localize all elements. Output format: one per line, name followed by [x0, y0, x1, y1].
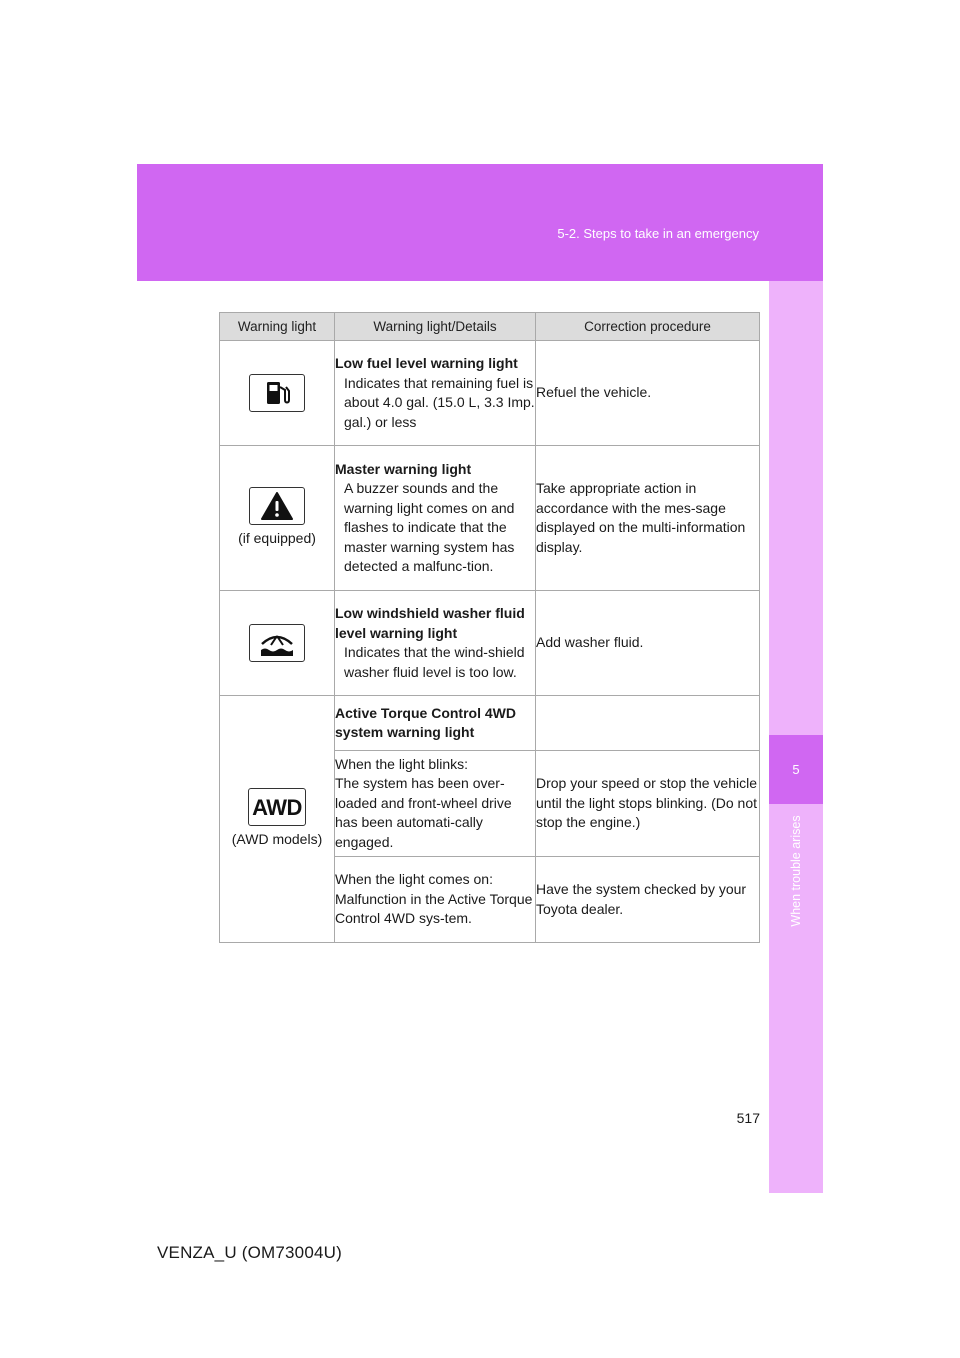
light-condition: When the light blinks: [335, 755, 469, 772]
light-name: Low windshield washer fluid level warning light [335, 605, 525, 641]
master-warning-icon [249, 487, 305, 525]
awd-icon-text: AWD [252, 794, 302, 820]
header-details: Warning light/Details [335, 313, 536, 341]
correction-cell [536, 696, 760, 751]
header-warning-light: Warning light [220, 313, 335, 341]
chapter-number: 5 [769, 735, 823, 804]
icon-note: (if equipped) [238, 530, 316, 547]
correction-cell: Have the system checked by your Toyota dealer. [536, 857, 760, 943]
warning-light-table [219, 312, 760, 943]
details-cell [335, 446, 536, 591]
icon-note: (AWD models) [231, 831, 323, 848]
light-name: Low fuel level warning light [335, 355, 518, 371]
details-cell [335, 696, 536, 751]
light-detail: Indicates that the wind-shield washer fluid level is too low. [344, 644, 525, 680]
correction-cell: Take appropriate action in accordance with the mes-sage displayed on the multi-information display. [536, 446, 760, 591]
icon-cell [220, 446, 335, 591]
light-detail: Malfunction in the Active Torque Control 4WD sys-tem. [335, 890, 533, 927]
document-code: VENZA_U (OM73004U) [157, 1243, 342, 1262]
icon-cell [220, 341, 335, 446]
fuel-pump-icon [249, 374, 305, 412]
light-detail: Indicates that remaining fuel is about 4.0 gal. (15.0 L, 3.3 Imp. gal.) or less [344, 374, 535, 430]
icon-cell [220, 591, 335, 696]
icon-cell [220, 696, 335, 943]
light-name: Active Torque Control 4WD system warning light [335, 704, 516, 740]
header-band [137, 164, 823, 281]
table-row [220, 446, 760, 591]
table-row [220, 696, 760, 751]
correction-cell: Refuel the vehicle. [536, 341, 760, 446]
correction-cell: Add washer fluid. [536, 591, 760, 696]
correction-cell: Drop your speed or stop the vehicle until the light stops blinking. (Do not stop the engine.) [536, 751, 760, 857]
header-correction: Correction procedure [536, 313, 760, 341]
light-detail: A buzzer sounds and the warning light comes on and flashes to indicate that the master warning system has detected a malfunc-tion. [344, 480, 515, 574]
washer-fluid-icon [249, 624, 305, 662]
details-cell [335, 341, 536, 446]
light-detail: The system has been over-loaded and front-wheel drive has been automati-cally engaged. [335, 775, 512, 850]
page-number: 517 [736, 1110, 760, 1126]
details-cell [335, 591, 536, 696]
details-cell [335, 751, 536, 857]
chapter-side-tab [769, 281, 823, 1193]
table-header-row [220, 313, 760, 341]
light-condition: When the light comes on: [335, 871, 493, 888]
section-title: 5-2. Steps to take in an emergency [557, 226, 759, 241]
table-row [220, 341, 760, 446]
light-name: Master warning light [335, 460, 472, 477]
chapter-title: When trouble arises [789, 815, 803, 927]
details-cell [335, 857, 536, 943]
awd-icon [248, 788, 306, 826]
table-row [220, 591, 760, 696]
